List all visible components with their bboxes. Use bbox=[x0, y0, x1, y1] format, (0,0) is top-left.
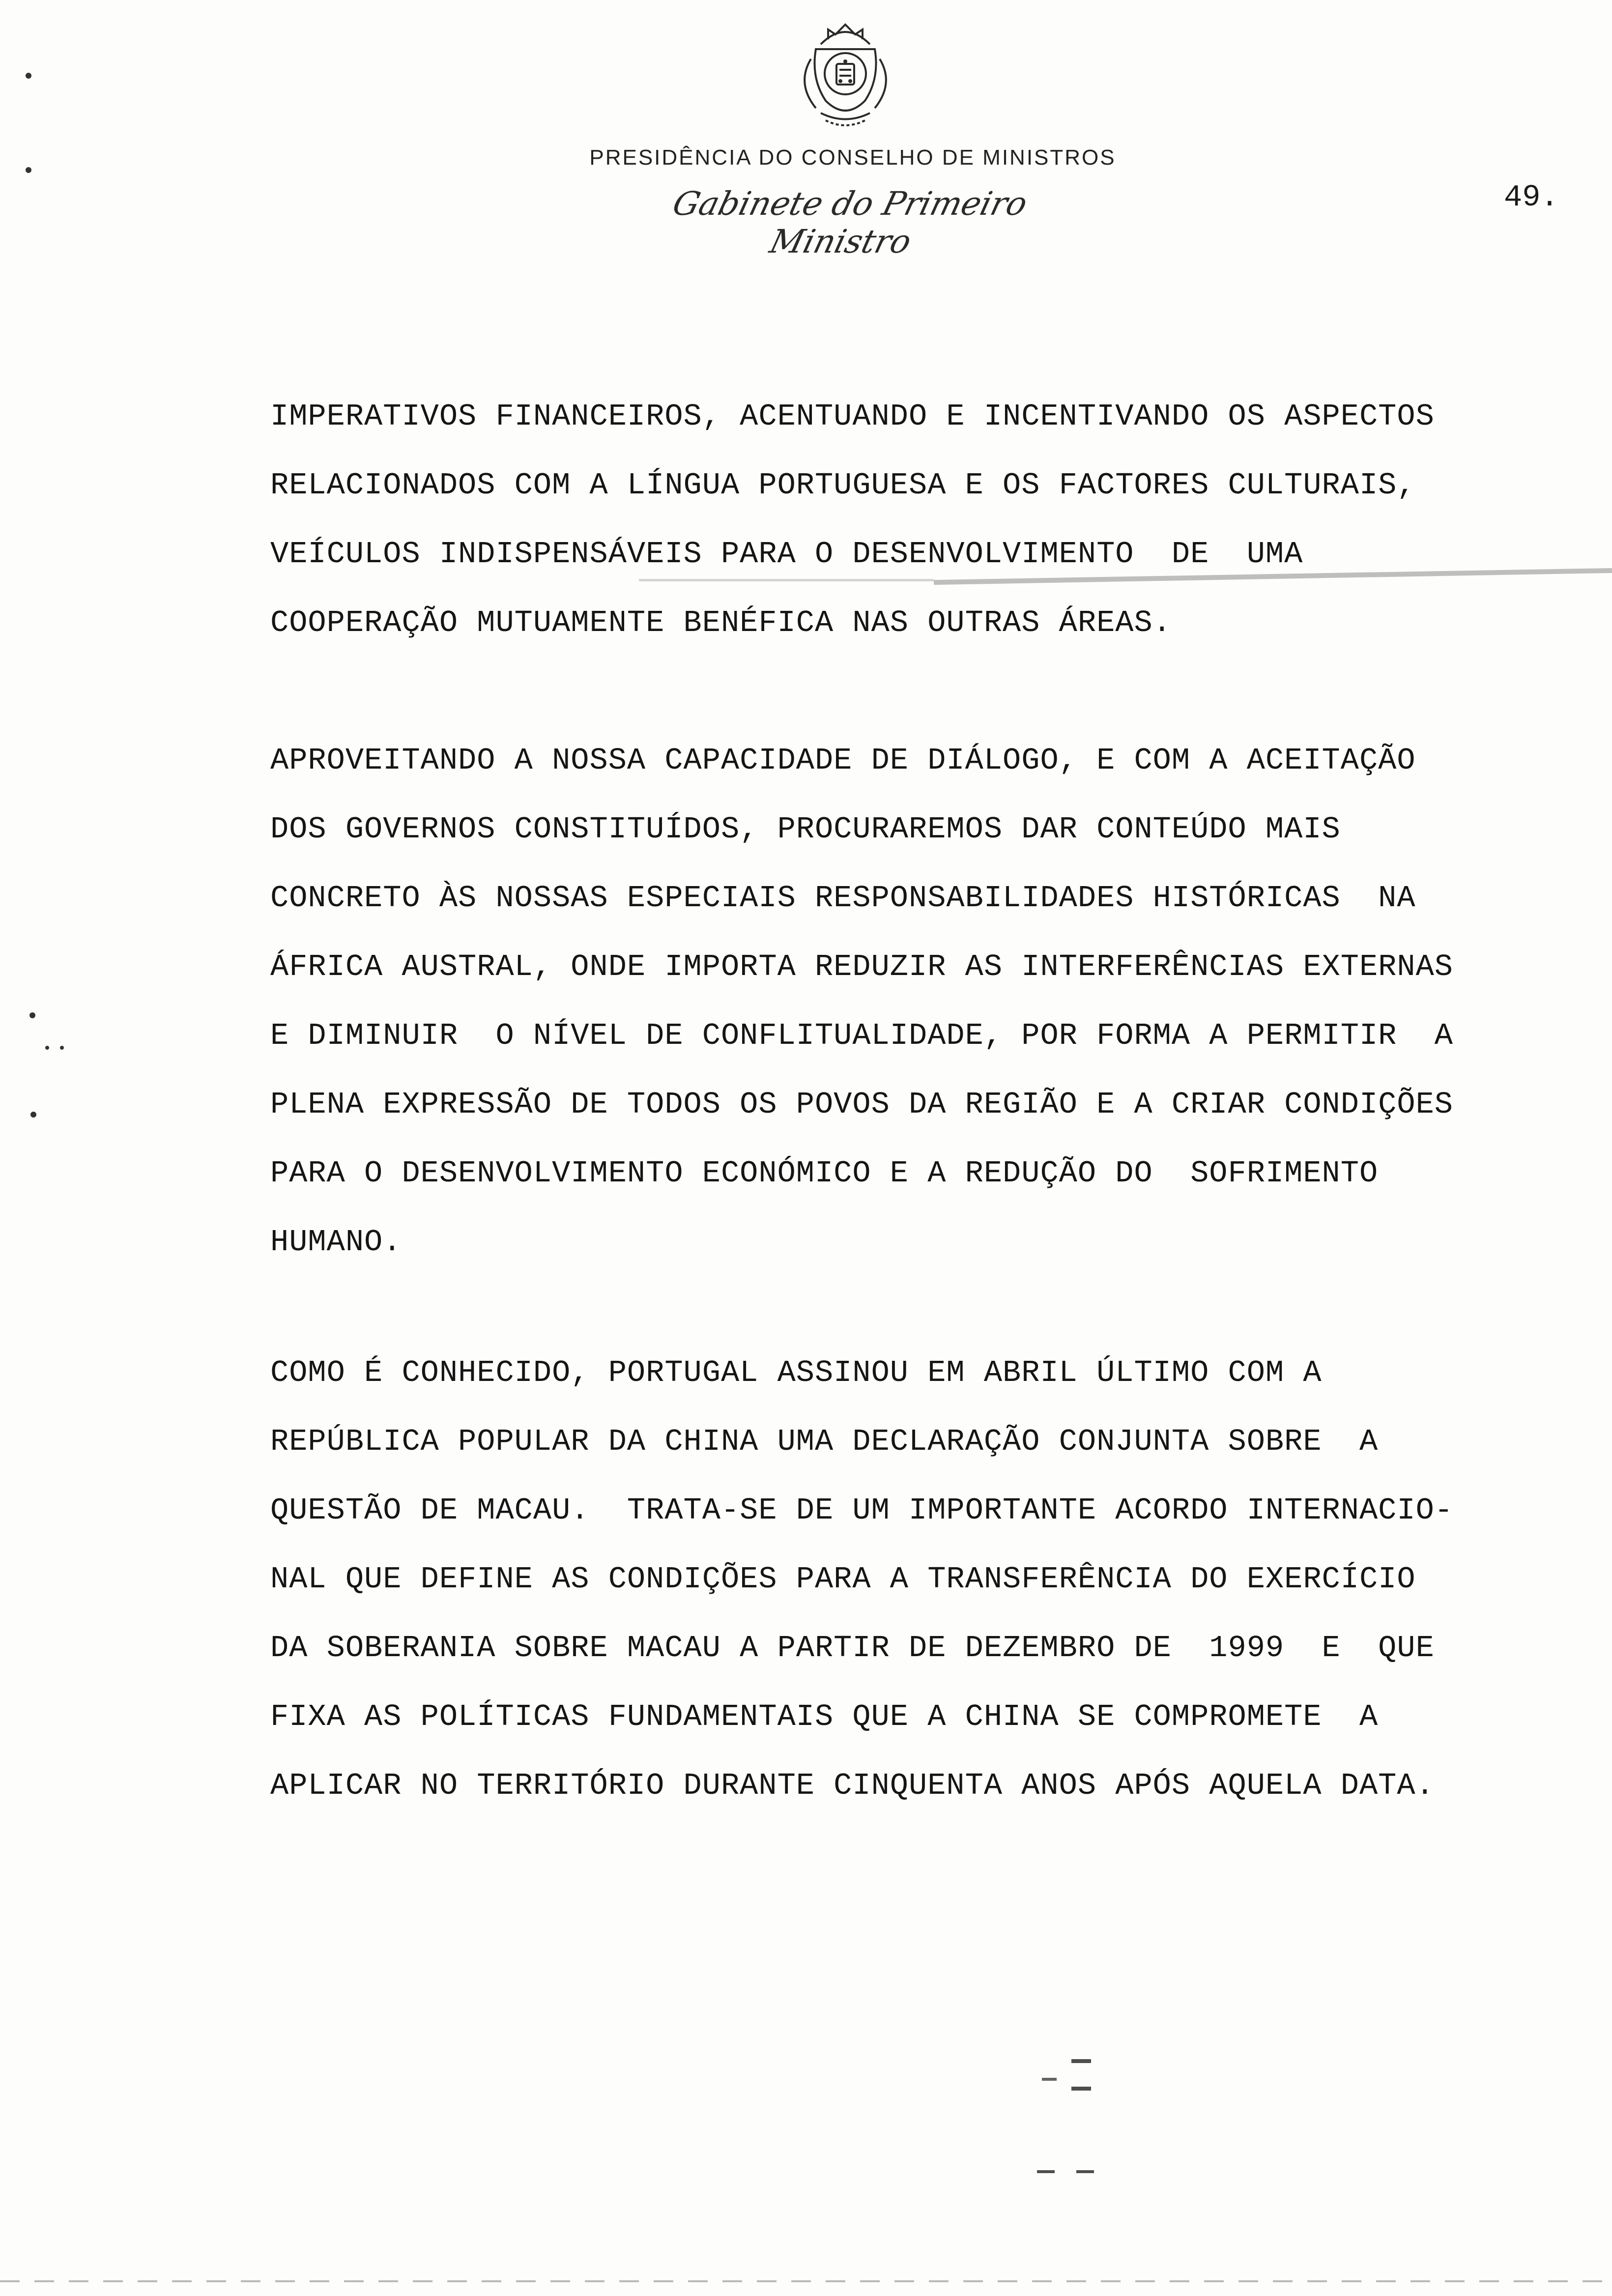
text-line: APLICAR NO TERRITÓRIO DURANTE CINQUENTA ANOS APÓS AQUELA DATA. bbox=[270, 1768, 1435, 1803]
scan-mark bbox=[1071, 2087, 1091, 2091]
text-line: FIXA AS POLÍTICAS FUNDAMENTAIS QUE A CHINA SE COMPROMETE A bbox=[270, 1699, 1379, 1734]
text-line: IMPERATIVOS FINANCEIROS, ACENTUANDO E INCENTIVANDO OS ASPECTOS bbox=[270, 399, 1435, 434]
scan-dot bbox=[45, 1046, 49, 1050]
letterhead-subtitle: Gabinete do Primeiro Ministro bbox=[669, 185, 1032, 260]
scan-smudge bbox=[639, 579, 934, 581]
scan-dot bbox=[26, 73, 31, 79]
text-line: REPÚBLICA POPULAR DA CHINA UMA DECLARAÇÃO CONJUNTA SOBRE A bbox=[270, 1424, 1379, 1459]
scan-dot bbox=[29, 1012, 35, 1018]
text-line: DA SOBERANIA SOBRE MACAU A PARTIR DE DEZEMBRO DE 1999 E QUE bbox=[270, 1631, 1435, 1665]
coat-of-arms-icon bbox=[781, 15, 909, 133]
paragraph-1 bbox=[270, 382, 1587, 658]
text-line: PLENA EXPRESSÃO DE TODOS OS POVOS DA REGIÃO E A CRIAR CONDIÇÕES bbox=[270, 1087, 1453, 1122]
scan-dot bbox=[60, 1046, 64, 1050]
text-line: COMO É CONHECIDO, PORTUGAL ASSINOU EM ABRIL ÚLTIMO COM A bbox=[270, 1355, 1322, 1390]
scan-edge bbox=[0, 2280, 1612, 2282]
text-line: COOPERAÇÃO MUTUAMENTE BENÉFICA NAS OUTRAS ÁREAS. bbox=[270, 605, 1172, 640]
scan-mark bbox=[1037, 2170, 1055, 2173]
scan-mark bbox=[1071, 2059, 1091, 2063]
text-line: PARA O DESENVOLVIMENTO ECONÓMICO E A REDUÇÃO DO SOFRIMENTO bbox=[270, 1156, 1379, 1191]
text-line: NAL QUE DEFINE AS CONDIÇÕES PARA A TRANSFERÊNCIA DO EXERCÍCIO bbox=[270, 1562, 1416, 1597]
text-line: QUESTÃO DE MACAU. TRATA-SE DE UM IMPORTANTE ACORDO INTERNACIO- bbox=[270, 1493, 1453, 1528]
text-line: E DIMINUIR O NÍVEL DE CONFLITUALIDADE, POR FORMA A PERMITIR A bbox=[270, 1018, 1453, 1053]
scan-dot bbox=[26, 167, 31, 173]
text-line: VEÍCULOS INDISPENSÁVEIS PARA O DESENVOLVIMENTO DE UMA bbox=[270, 537, 1303, 572]
paragraph-2 bbox=[270, 726, 1587, 1277]
page-number: 49. bbox=[1504, 180, 1559, 215]
scan-mark bbox=[1042, 2078, 1057, 2081]
text-line: APROVEITANDO A NOSSA CAPACIDADE DE DIÁLOGO, E COM A ACEITAÇÃO bbox=[270, 743, 1416, 778]
text-line: RELACIONADOS COM A LÍNGUA PORTUGUESA E OS FACTORES CULTURAIS, bbox=[270, 468, 1416, 503]
scan-dot bbox=[30, 1112, 36, 1118]
scan-mark bbox=[1076, 2170, 1094, 2173]
paragraph-3 bbox=[270, 1339, 1587, 1820]
text-line: CONCRETO ÀS NOSSAS ESPECIAIS RESPONSABILIDADES HISTÓRICAS NA bbox=[270, 881, 1416, 916]
text-line: HUMANO. bbox=[270, 1225, 402, 1260]
letterhead-title: PRESIDÊNCIA DO CONSELHO DE MINISTROS bbox=[589, 145, 1116, 170]
text-line: ÁFRICA AUSTRAL, ONDE IMPORTA REDUZIR AS INTERFERÊNCIAS EXTERNAS bbox=[270, 949, 1453, 984]
text-line: DOS GOVERNOS CONSTITUÍDOS, PROCURAREMOS DAR CONTEÚDO MAIS bbox=[270, 812, 1341, 847]
